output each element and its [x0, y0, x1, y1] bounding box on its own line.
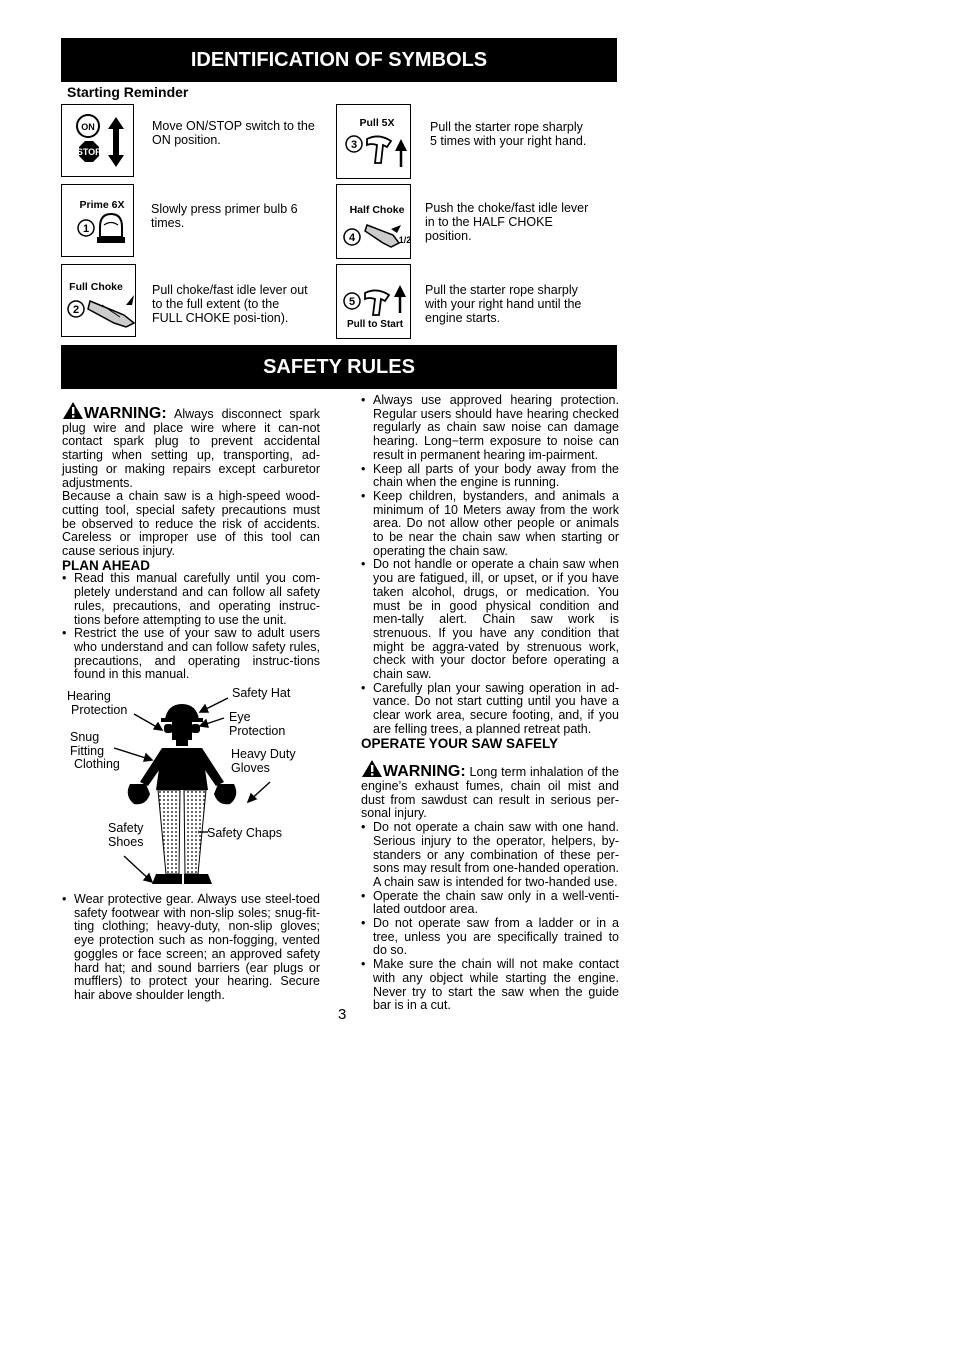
half-choke-icon — [336, 184, 411, 259]
bullet-item: • Make sure the chain will not make contact with any object while starting the engine. Never try to start the saw when the guide bar is in a cut. — [361, 958, 619, 1013]
label-eye-protection: Eye Protection — [229, 710, 286, 738]
starting-reminder-heading: Starting Reminder — [67, 84, 189, 100]
bullet-item: • Do not operate saw from a ladder or in a tree, unless you are specifically trained to do so. — [361, 917, 619, 958]
warning-text: Long term inhalation of the engine’s exhaust fumes, chain oil mist and dust from sawdust can result in serious per-sonal injury. — [361, 765, 619, 821]
bullet-item: • Keep all parts of your body away from the chain when the engine is running. — [361, 463, 619, 490]
bullet-item: • Read this manual carefully until you com-pletely understand and can follow all safety rules, precautions, and operating instruc-tions before attempting to use the unit. — [62, 572, 320, 627]
bullet-item: • Keep children, bystanders, and animals a minimum of 10 Meters away from the work area. Do not allow other people or animals to be near the chain saw when starting or operating the chain saw. — [361, 490, 619, 559]
full-choke-icon — [61, 264, 136, 337]
warning-icon — [361, 759, 383, 778]
warning-label: WARNING: — [383, 763, 466, 781]
bullet-item: • Carefully plan your sawing operation in ad-vance. Do not start cutting until you have a clear work area, secure footing, and, if you are felling trees, a planned retreat path. — [361, 682, 619, 737]
operate-safely-heading: OPERATE YOUR SAW SAFELY — [361, 735, 559, 751]
symbol-text-prime: Slowly press primer bulb 6 times. — [151, 202, 298, 230]
plan-ahead-heading: PLAN AHEAD — [62, 557, 151, 573]
step-number: 5 — [348, 296, 356, 308]
label-heavy-duty-gloves: Heavy Duty Gloves — [231, 747, 296, 775]
label-safety-shoes: Safety Shoes — [108, 821, 144, 849]
full-choke-label: Full Choke — [69, 281, 123, 293]
half-fraction: 1/2 — [398, 235, 412, 245]
step-number: 3 — [350, 139, 358, 151]
symbol-text-half-choke: Push the choke/fast idle lever in to the HALF CHOKE position. — [425, 201, 589, 243]
banner-safety-rules: SAFETY RULES — [61, 345, 617, 389]
step-number: 2 — [72, 304, 80, 316]
step-number: 1 — [82, 223, 90, 235]
left-column-top — [62, 401, 320, 682]
left-column-bottom — [62, 893, 320, 1003]
warning-label: WARNING: — [84, 405, 167, 422]
protective-gear-figure — [62, 686, 322, 891]
label-snug-fitting-clothing: Snug Fitting Clothing — [70, 730, 120, 771]
primer-bulb-icon — [61, 184, 134, 257]
left-warning — [62, 401, 320, 490]
pull-to-start-icon — [336, 264, 411, 339]
bullet-item: • Restrict the use of your saw to adult users who understand and can follow safety rules, precautions, and operating instruc-tions found in this manual. — [62, 627, 320, 682]
warning-text: Always disconnect spark plug wire and place wire where it can-not contact spark plug to prevent accidental starting when setting up, transporting, ad-justing or making repairs except carburetor adjustments. — [62, 407, 320, 490]
on-stop-switch-icon — [61, 104, 134, 177]
right-column — [361, 394, 619, 1013]
symbol-text-pull-5x: Pull the starter rope sharply 5 times with your right hand. — [430, 120, 587, 148]
right-warning — [361, 759, 619, 821]
stop-badge-text: STOP — [76, 147, 102, 157]
pull-5x-label: Pull 5X — [359, 117, 395, 129]
prime-label: Prime 6X — [79, 199, 125, 211]
step-number: 4 — [348, 232, 356, 244]
bullet-item: • Do not operate a chain saw with one hand. Serious injury to the operator, helpers, by-standers or any combination of these per-sons may result from one-handed operation. A chain saw is intended for two-handed use. — [361, 821, 619, 890]
banner-identification: IDENTIFICATION OF SYMBOLS — [61, 38, 617, 82]
warning-icon — [62, 401, 84, 420]
symbol-text-full-choke: Pull choke/fast idle lever out to the full extent (to the FULL CHOKE posi-tion). — [152, 283, 308, 325]
half-choke-label: Half Choke — [349, 204, 405, 216]
symbol-text-pull-to-start: Pull the starter rope sharply with your right hand until the engine starts. — [425, 283, 582, 325]
label-safety-hat: Safety Hat — [232, 686, 291, 700]
pull-to-start-label: Pull to Start — [346, 319, 404, 330]
label-hearing-protection: Hearing Protection — [67, 689, 128, 717]
page-number: 3 — [338, 1006, 347, 1023]
pull-rope-5x-icon — [336, 104, 411, 179]
on-badge-text: ON — [81, 122, 95, 132]
bullet-item: • Operate the chain saw only in a well-venti-lated outdoor area. — [361, 890, 619, 917]
bullet-item: • Always use approved hearing protection. Regular users should have hearing checked regularly as chain saw noise can damage hearing. Long−term exposure to noise can result in permanent hearing im-pairment. — [361, 394, 619, 463]
bullet-item: • Do not handle or operate a chain saw when you are fatigued, ill, or upset, or if you have taken alcohol, drugs, or medication. You must be in good physical condition and men-tally alert. Chain saw work is strenuous. If you have any condition that might be aggra-vated by strenuous work, check with your doctor before operating a chain saw. — [361, 558, 619, 681]
intro-paragraph: Because a chain saw is a high-speed wood-cutting tool, special safety precautions must be observed to reduce the risk of accidents. Careless or improper use of this tool can cause serious injury. — [62, 489, 320, 559]
symbol-text-on: Move ON/STOP switch to the ON position. — [152, 119, 315, 147]
bullet-item: • Wear protective gear. Always use steel-toed safety footwear with non-slip soles; snug-fit-ting clothing; heavy-duty, non-slip gloves; eye protection such as non-fogging, vented goggles or face screen; an approved safety hard hat; and sound barriers (ear plugs or mufflers) to protect your hearing. Secure hair above shoulder length. — [62, 893, 320, 1003]
label-safety-chaps: Safety Chaps — [207, 826, 283, 840]
